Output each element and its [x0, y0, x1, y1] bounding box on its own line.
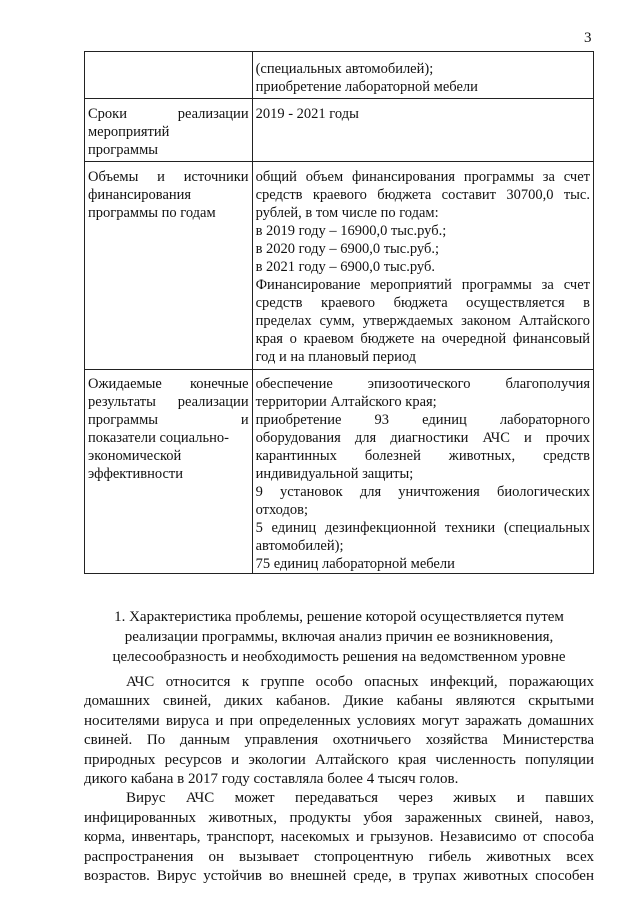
table-cell-value [252, 52, 593, 99]
paragraph-line: корма, инвентарь, транспорт, насекомых и грызунов. Независимо от способа [84, 829, 594, 846]
table-line: в 2019 году – 16900,0 тыс.руб.; [255, 223, 447, 239]
paragraph-line: инфицированных животных, продукты убоя зараженных свиней, навоз, [84, 809, 594, 826]
table-line: индивидуальной защиты; [255, 466, 414, 482]
table-line: год и на плановый период [255, 349, 417, 365]
table-line: 2019 - 2021 годы [255, 106, 359, 122]
table-line: Объемы и источники [88, 169, 249, 185]
table-line: экономической [88, 448, 182, 464]
table-line: приобретение 93 единиц лабораторного [255, 412, 590, 428]
table-line: территории Алтайского края; [255, 394, 437, 410]
paragraph-line: природных ресурсов и экологии Алтайского края численность популяции [84, 751, 594, 768]
paragraph-line: возрастов. Вирус устойчив во внешней среде, в трупах животных способен [84, 868, 594, 885]
heading-line: целесообразность и необходимость решения на ведомственном уровне [112, 649, 566, 665]
table-cell-value [252, 370, 593, 574]
table-line: Ожидаемые конечные [88, 376, 249, 392]
paragraph-line: носителями вируса и при определенных условиях могут заражать домашних [84, 712, 594, 729]
section-heading [84, 607, 594, 667]
table-cell-label [85, 162, 253, 370]
table-line: (специальных автомобилей); [255, 61, 434, 77]
page-number: 3 [584, 30, 592, 46]
paragraph-line: свиней. По данным управления охотничьего хозяйства Министерства [84, 732, 594, 749]
paragraph-line: дикого кабана в 2017 году составляла более 4 тысяч голов. [84, 771, 459, 788]
body-text [84, 673, 594, 886]
table-line: средств краевого бюджета составит 30700,0 тыс. [255, 187, 590, 203]
table-cell-label [85, 99, 253, 162]
table-line: 9 установок для уничтожения биологических [255, 484, 590, 500]
table-line: карантинных болезней животных, средств [255, 448, 590, 464]
table-line: результаты реализации [88, 394, 249, 410]
table-line: приобретение лабораторной мебели [255, 79, 478, 95]
paragraph-line: Вирус АЧС может передаваться через живых и павших [126, 790, 594, 807]
table-line: пределах сумм, утверждаемых законом Алтайского [255, 313, 590, 329]
table-cell-value [252, 162, 593, 370]
table-line: Сроки реализации [88, 106, 249, 122]
table-line: эффективности [88, 466, 183, 482]
heading-line: 1. Характеристика проблемы, решение которой осуществляется путем [114, 609, 564, 625]
table-line: средств краевого бюджета осуществляется в [255, 295, 590, 311]
table-line: финансирования [88, 187, 192, 203]
heading-line: реализации программы, включая анализ причин ее возникновения, [124, 629, 554, 645]
table-line: программы по годам [88, 205, 216, 221]
table-line: 75 единиц лабораторной мебели [255, 556, 455, 572]
table-line: края о краевом бюджете на очередной финансовый [255, 331, 590, 347]
table-line: 5 единиц дезинфекционной техники (специальных [255, 520, 590, 536]
table-row [85, 99, 594, 162]
table-cell-value [252, 99, 593, 162]
table-line: программы [88, 142, 158, 158]
table-cell-label [85, 52, 253, 99]
paragraph-line: распространения он вызывает стопроцентную гибель животных всех [84, 848, 594, 865]
table-line: в 2020 году – 6900,0 тыс.руб.; [255, 241, 440, 257]
table-row [85, 52, 594, 99]
table-cell-label [85, 370, 253, 574]
table-line: Финансирование мероприятий программы за счет [255, 277, 590, 293]
table-line: общий объем финансирования программы за счет [255, 169, 590, 185]
table-line: рублей, в том числе по годам: [255, 205, 439, 221]
table-row [85, 162, 594, 370]
table-line: в 2021 году – 6900,0 тыс.руб. [255, 259, 435, 275]
table-line: отходов; [255, 502, 309, 518]
table-line: оборудования для диагностики АЧС и прочих [255, 430, 590, 446]
paragraph-line: АЧС относится к группе особо опасных инфекций, поражающих [126, 674, 594, 690]
table-row [85, 370, 594, 574]
paragraph-line: домашних свиней, диких кабанов. Дикие кабаны являются скрытыми [84, 693, 594, 710]
table-line: программы и [88, 412, 249, 428]
table-line: обеспечение эпизоотического благополучия [255, 376, 590, 392]
table-line: автомобилей); [255, 538, 344, 554]
program-passport-table [84, 51, 594, 574]
table-line: показатели социально- [88, 430, 229, 446]
table-line: мероприятий [88, 124, 170, 140]
